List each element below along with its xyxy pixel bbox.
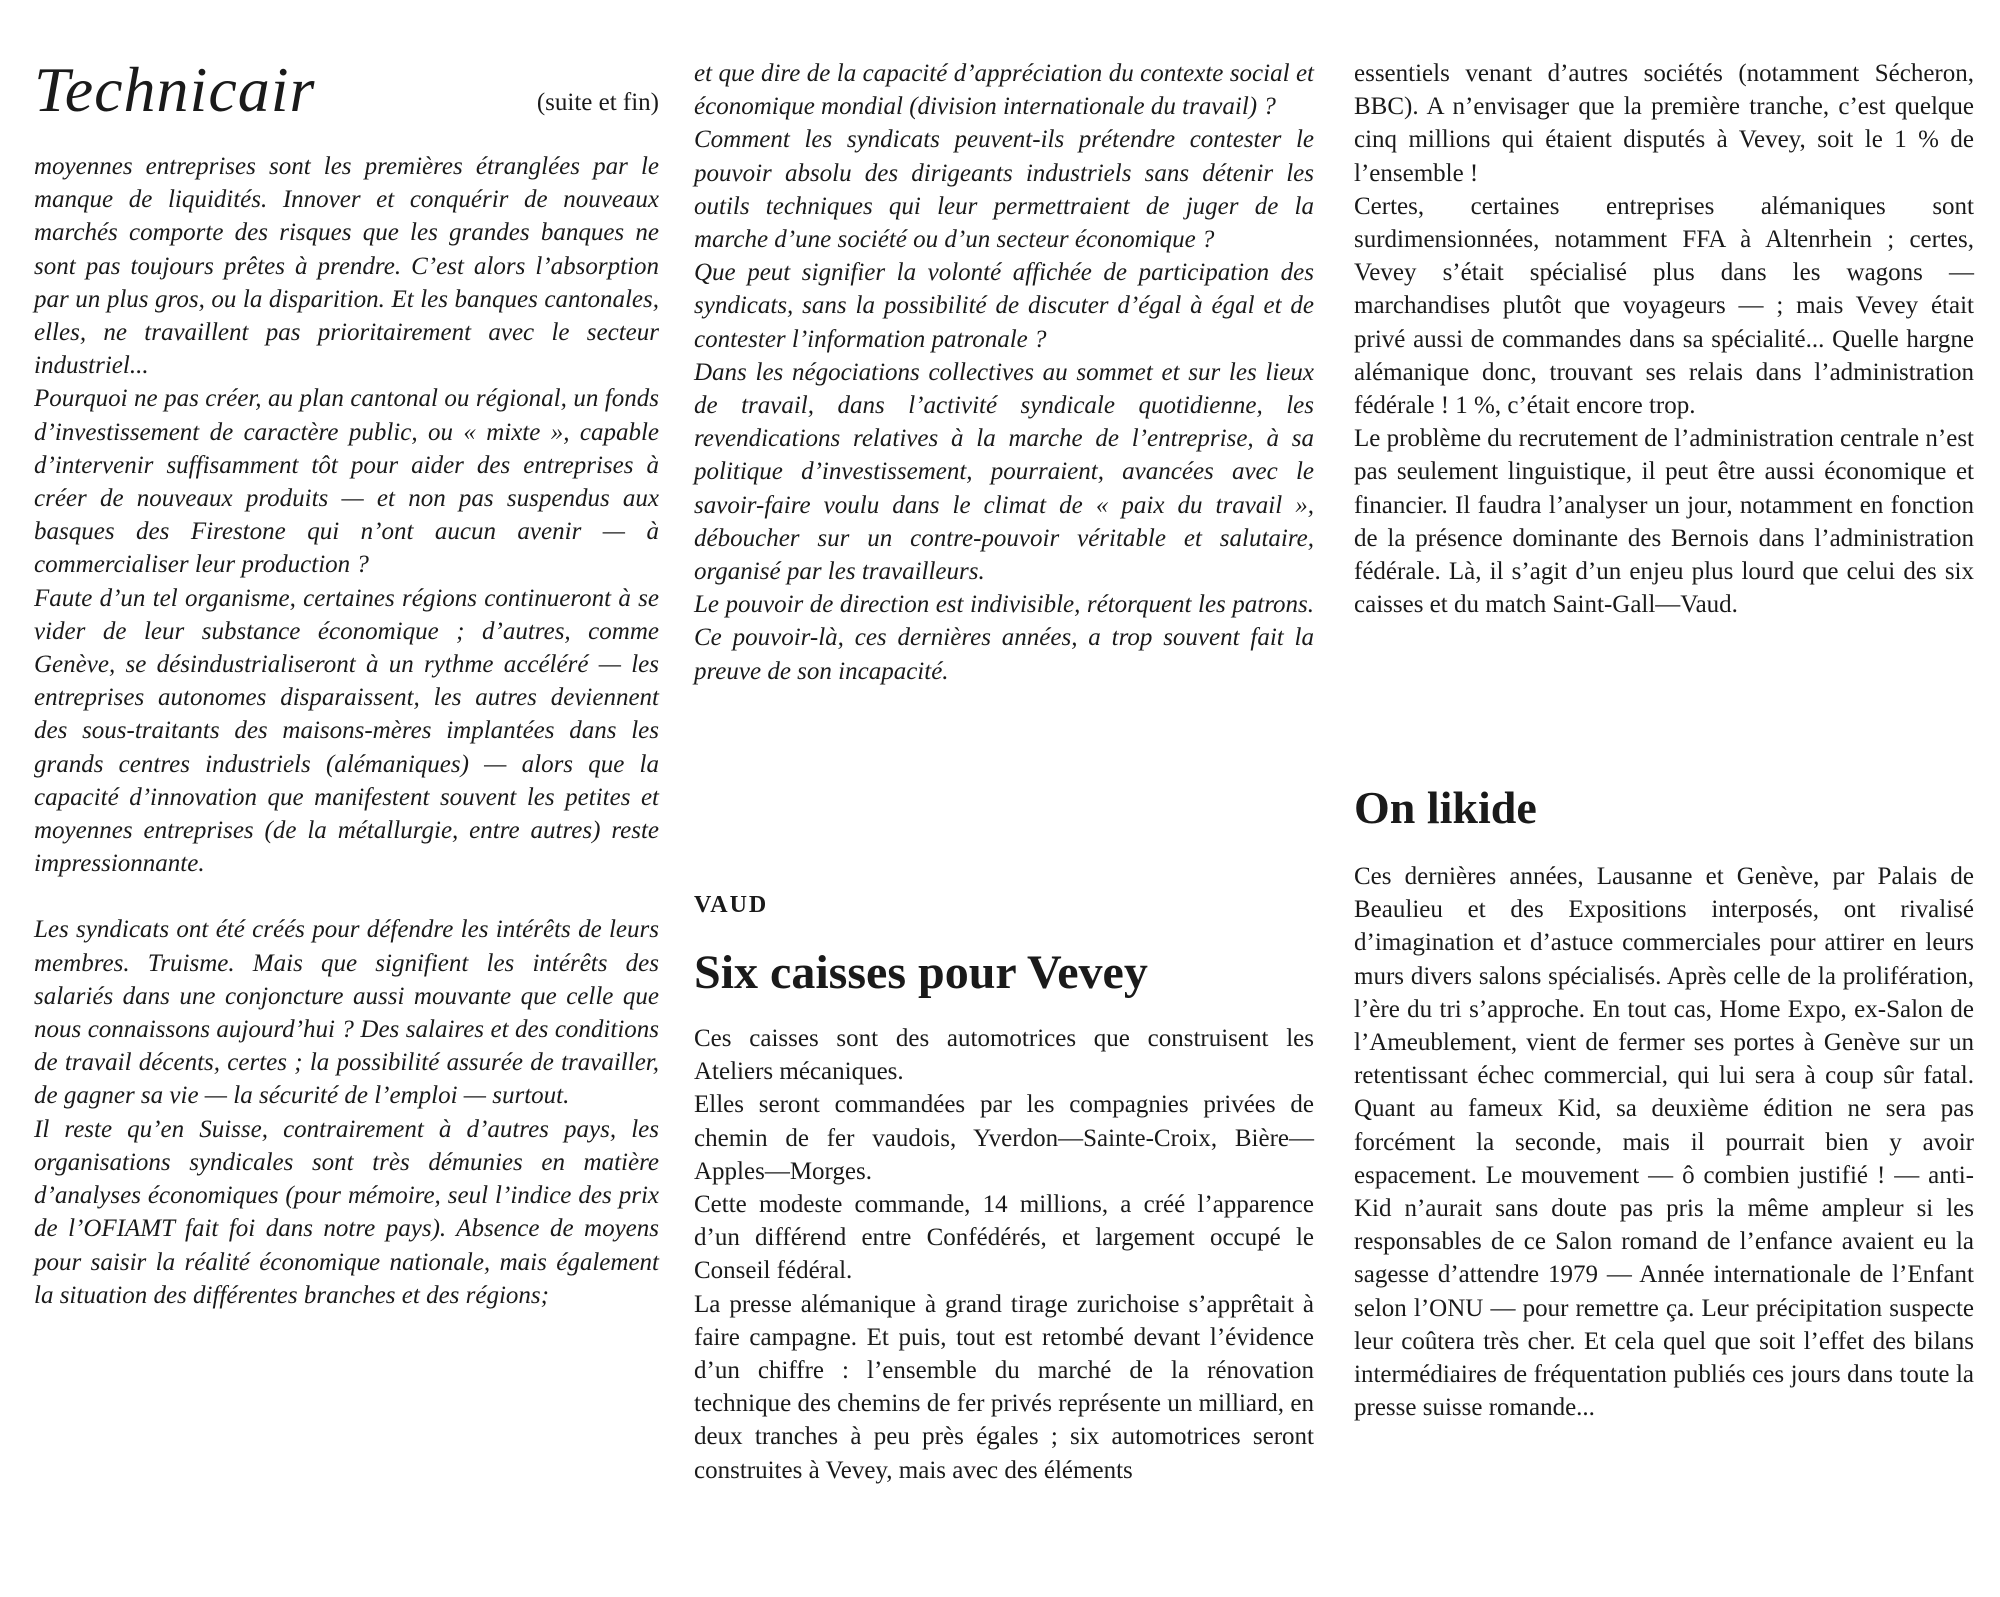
paragraph: Certes, certaines entreprises alémaniques sont surdimensionnées, notamment FFA à Altenrhein ; certes, Vevey s’était spécialisé plus dans les wagons — marchandises plutôt que voyageurs — ; mais Vevey était privé aussi de commandes dans sa spécialité... Quelle hargne alémanique donc, trouvant ses relais dans l’administration fédérale ! 1 %, c’était encore trop.: [1354, 192, 1974, 420]
paragraph: Le pouvoir de direction est indivisible, rétorquent les patrons. Ce pouvoir-là, ces dernières années, a trop souvent fait la preuve de son incapacité.: [694, 591, 1314, 685]
paragraph: Faute d’un tel organisme, certaines régions continueront à se vider de leur substance économique ; d’autres, comme Genève, se désindustrialiseront à un rythme accéléré — les entreprises autonomes disparaissent, les autres deviennent des sous-traitants des maisons-mères implantées dans les grands centres industriels (alémaniques) — alors que la capacité d’innovation que manifestent souvent les petites et moyennes entreprises (de la métallurgie, entre autres) reste impressionnante.: [34, 584, 659, 878]
article-on-likide: [1354, 860, 1974, 1424]
paragraph: Il reste qu’en Suisse, contrairement à d’autres pays, les organisations syndicales sont très démunies en matière d’analyses économiques (pour mémoire, seul l’indice des prix de l’OFIAMT fait foi dans notre pays). Absence de moyens pour saisir la réalité économique nationale, mais également la situation des différentes branches et des régions;: [34, 1115, 659, 1309]
column-1: [34, 0, 659, 1309]
paragraph: Cette modeste commande, 14 millions, a créé l’apparence d’un différend entre Confédérés, et largement occupé le Conseil fédéral.: [694, 1191, 1314, 1285]
paragraph: et que dire de la capacité d’appréciation du contexte social et économique mondial (division internationale du travail) ?: [694, 60, 1314, 121]
paragraph-gap: [34, 880, 659, 913]
paragraph: Dans les négociations collectives au sommet et sur les lieux de travail, dans l’activité syndicale quotidienne, les revendications relatives à la marche de l’entreprise, à sa politique d’investissement, pourraient, avancées avec le savoir-faire voulu dans le climat de « paix du travail », déboucher sur un contre-pouvoir véritable et salutaire, organisé par les travailleurs.: [694, 358, 1314, 586]
paragraph: Que peut signifier la volonté affichée de participation des syndicats, sans la possibilité de discuter d’égal à égal et de contester l’information patronale ?: [694, 259, 1314, 353]
paragraph: Pourquoi ne pas créer, au plan cantonal ou régional, un fonds d’investissement de caractère public, ou « mixte », capable d’intervenir suffisamment tôt pour aider des entreprises à créer de nouveaux produits — et non pas suspendus aux basques des Firestone qui n’ont aucun avenir — à commercialiser leur production ?: [34, 385, 659, 579]
article-headline: On likide: [1354, 782, 1537, 833]
paragraph: moyennes entreprises sont les premières étranglées par le manque de liquidités. Innover et conquérir de nouveaux marchés comporte des risques que les grandes banques ne sont pas toujours prêtes à prendre. C’est alors l’absorption par un plus gros, ou la disparition. Et les banques cantonales, elles, ne travaillent pas prioritairement avec le secteur industriel...: [34, 153, 659, 380]
paragraph: Comment les syndicats peuvent-ils prétendre contester le pouvoir absolu des dirigeants industriels sans détenir les outils techniques qui leur permettraient de juger de la marche d’une société ou d’un secteur économique ?: [694, 126, 1314, 254]
paragraph: Le problème du recrutement de l’administration centrale n’est pas seulement linguistique, il peut être aussi économique et financier. Il faudra l’analyser un jour, notamment en fonction de la présence dominante des Bernois dans l’administration fédérale. Là, il s’agit d’un enjeu plus lourd que celui des six caisses et du match Saint-Gall—Vaud.: [1354, 425, 1974, 619]
paragraph: essentiels venant d’autres sociétés (notamment Sécheron, BBC). A n’envisager que la première tranche, c’est quelque cinq millions qui étaient disputés à Vevey, soit le 1 % de l’ensemble !: [1354, 60, 1974, 187]
paragraph: Ces caisses sont des automotrices que construisent les Ateliers mécaniques.: [694, 1025, 1314, 1086]
article-six-caisses: [694, 1022, 1314, 1487]
paragraph: La presse alémanique à grand tirage zurichoise s’apprêtait à faire campagne. Et puis, tout est retombé devant l’évidence d’un chiffre : l’ensemble du marché de la rénovation technique des chemins de fer privés représente un milliard, en deux tranches à peu près égales ; six automotrices seront construites à Vevey, mais avec des éléments: [694, 1290, 1314, 1484]
paragraph: Elles seront commandées par les compagnies privées de chemin de fer vaudois, Yverdon—Sainte-Croix, Bière—Apples—Morges.: [694, 1091, 1314, 1185]
paragraph: Ces dernières années, Lausanne et Genève, par Palais de Beaulieu et des Expositions interposés, ont rivalisé d’imagination et d’astuce commerciales pour attirer en leurs murs divers salons spécialisés. Après celle de la prolifération, l’ère du tri s’approche. En tout cas, Home Expo, ex-Salon de l’Ameublement, vient de fermer ses portes à Genève sur un retentissant échec commercial, qui lui sera à coup sûr fatal. Quant au fameux Kid, sa deuxième édition ne sera pas forcément la seconde, mais il pourrait bien y avoir espacement. Le mouvement — ô combien justifié ! — anti-Kid n’aurait sans doute pas pris la même ampleur si les responsables de ce Salon romand de l’enfance avaient eu la sagesse d’attendre 1979 — Année internationale de l’Enfant selon l’ONU — pour remettre ça. Leur précipitation suspecte leur coûtera très cher. Et cela quel que soit l’effet des bilans intermédiaires de fréquentation publiés ces jours dans toute la presse suisse romande...: [1354, 863, 1974, 1422]
section-kicker: VAUD: [694, 892, 769, 918]
article-technicair-part2: [694, 57, 1314, 688]
article-six-caisses-continued: [1354, 57, 1974, 621]
masthead: [34, 0, 659, 125]
page-subtitle: (suite et fin): [536, 89, 659, 116]
page-title: Technicair: [34, 54, 316, 125]
article-technicair-part1: [34, 150, 659, 1312]
article-headline: Six caisses pour Vevey: [694, 946, 1148, 999]
paragraph: Les syndicats ont été créés pour défendre les intérêts de leurs membres. Truisme. Mais que signifient les intérêts des salariés dans une conjoncture aussi mouvante que celle que nous connaissons aujourd’hui ? Des salaires et des conditions de travail décents, certes ; la possibilité assurée de travailler, de gagner sa vie — la sécurité de l’emploi — surtout.: [34, 916, 659, 1110]
